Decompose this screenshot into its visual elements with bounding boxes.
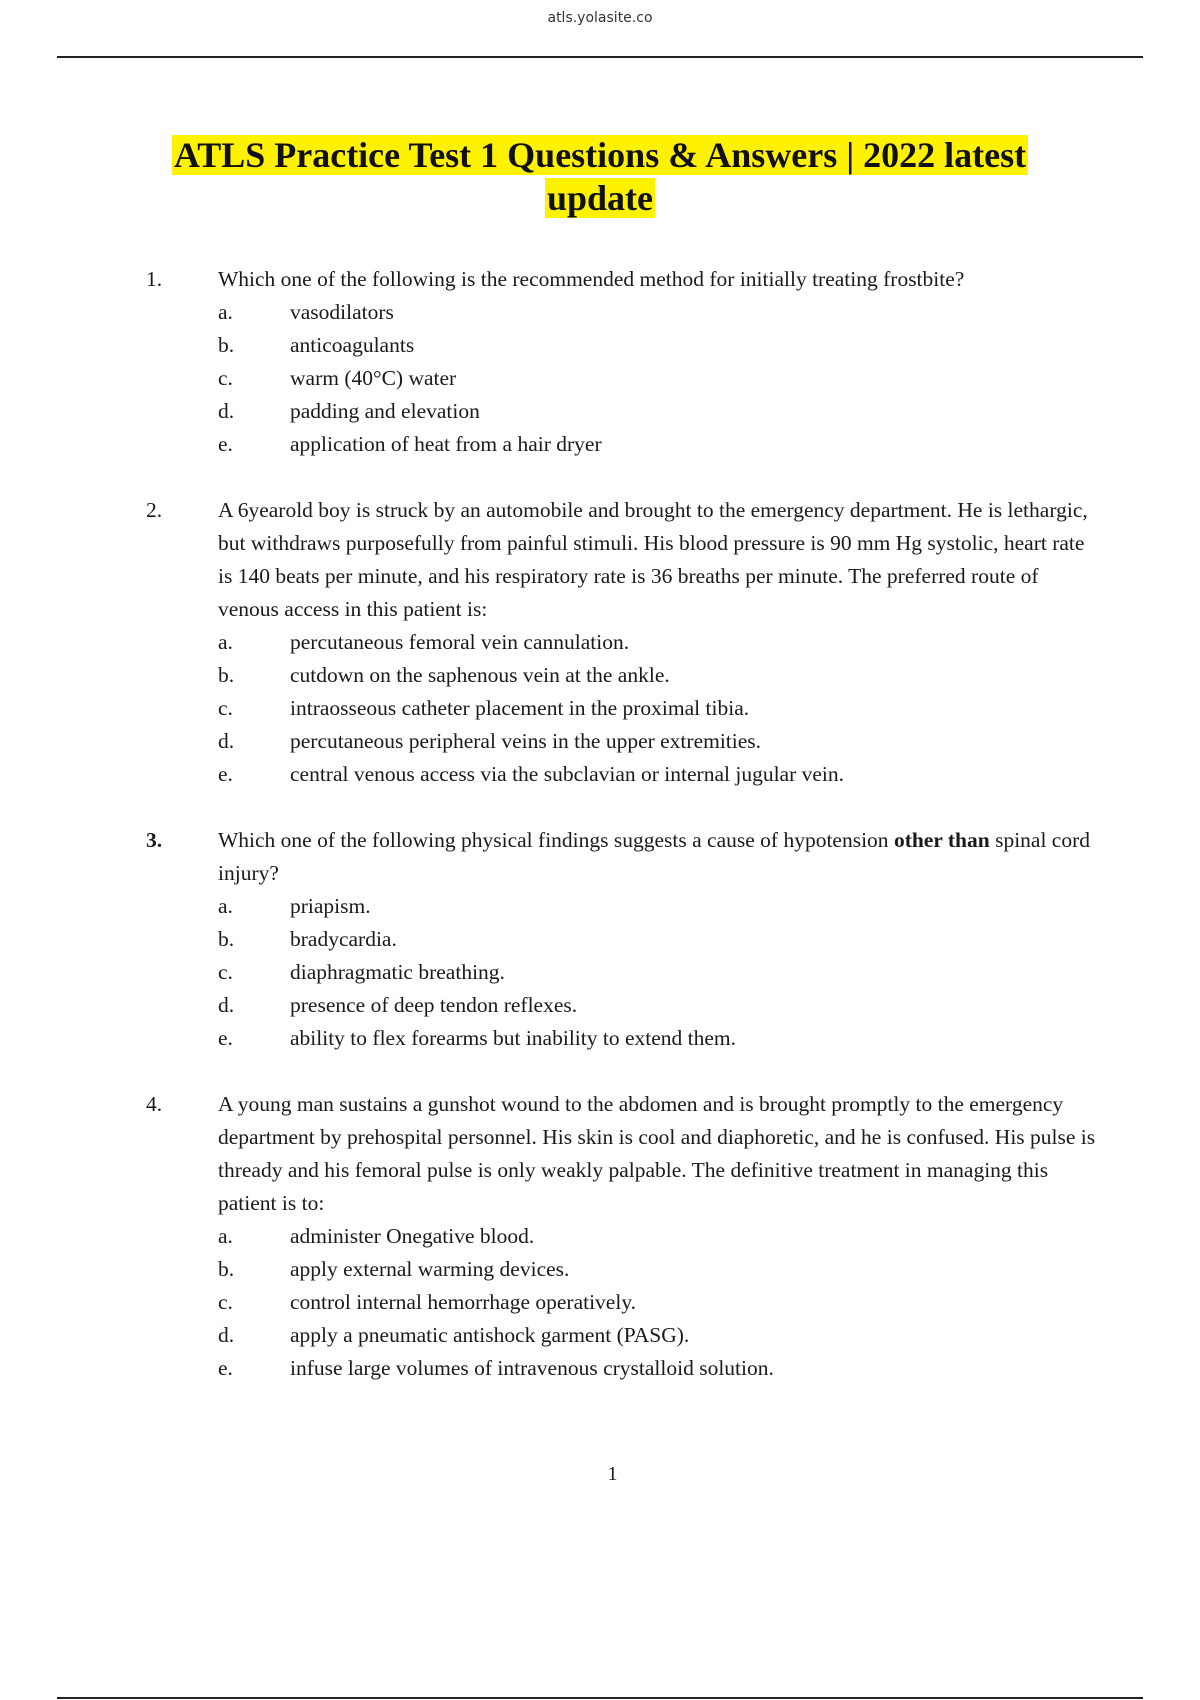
option-text: vasodilators	[290, 300, 394, 324]
question-text: A young man sustains a gunshot wound to the abdomen and is brought promptly to the emergency department by prehospital personnel. His skin is cool and diaphoretic, and he is confused. His pulse is thready and his femoral pulse is only weakly palpable. The definitive treatment in managing this patient is to:	[218, 1092, 1096, 1215]
option-text: central venous access via the subclavian or internal jugular vein.	[290, 762, 845, 786]
question-number: 4.	[146, 1092, 163, 1116]
title-line-1: ATLS Practice Test 1 Questions & Answers | 2022 latest	[173, 135, 1027, 175]
question-number: 1.	[146, 267, 163, 291]
option-letter: d.	[218, 729, 235, 753]
answer-option	[0, 1220, 1200, 1253]
answer-option	[0, 1286, 1200, 1319]
option-text: administer Onegative blood.	[290, 1224, 535, 1248]
answer-option	[0, 923, 1200, 956]
question-text: A 6yearold boy is struck by an automobile and brought to the emergency department. He is lethargic, but withdraws purposefully from painful stimuli. His blood pressure is 90 mm Hg systolic, heart rate is 140 beats per minute, and his respiratory rate is 36 breaths per minute. The preferred route of venous access in this patient is:	[218, 498, 1088, 621]
option-letter: e.	[218, 432, 233, 456]
question-4	[0, 1088, 1200, 1385]
option-text: control internal hemorrhage operatively.	[290, 1290, 637, 1314]
question-text	[218, 824, 1098, 890]
option-text: percutaneous peripheral veins in the upper extremities.	[290, 729, 762, 753]
option-text: presence of deep tendon reflexes.	[290, 993, 578, 1017]
option-text: apply external warming devices.	[290, 1257, 570, 1281]
option-letter: c.	[218, 960, 233, 984]
option-letter: b.	[218, 1257, 235, 1281]
option-text: application of heat from a hair dryer	[290, 432, 602, 456]
option-text: padding and elevation	[290, 399, 480, 423]
answer-option	[0, 890, 1200, 923]
answer-option	[0, 758, 1200, 791]
option-letter: a.	[218, 1224, 233, 1248]
question-text-part: Which one of the following physical findings suggests a cause of hypotension	[218, 828, 894, 852]
title-line-2: update	[546, 178, 654, 218]
answer-option	[0, 626, 1200, 659]
answer-option	[0, 329, 1200, 362]
option-letter: a.	[218, 300, 233, 324]
option-letter: d.	[218, 993, 235, 1017]
option-letter: d.	[218, 399, 235, 423]
option-text: diaphragmatic breathing.	[290, 960, 505, 984]
option-text: priapism.	[290, 894, 371, 918]
site-header-url: atls.yolasite.co	[547, 10, 653, 26]
option-letter: c.	[218, 366, 233, 390]
option-letter: c.	[218, 696, 233, 720]
option-text: warm (40°C) water	[290, 366, 457, 390]
answer-option	[0, 1022, 1200, 1055]
answer-option	[0, 1253, 1200, 1286]
option-text: cutdown on the saphenous vein at the ankle.	[290, 663, 670, 687]
footer-divider	[57, 1697, 1143, 1699]
option-text: percutaneous femoral vein cannulation.	[290, 630, 630, 654]
answer-option	[0, 362, 1200, 395]
answer-option	[0, 692, 1200, 725]
question-number: 3.	[146, 828, 163, 852]
page-number: 1	[607, 1463, 618, 1485]
document-title	[140, 134, 1060, 220]
answer-option	[0, 1319, 1200, 1352]
option-text: ability to flex forearms but inability to extend them.	[290, 1026, 737, 1050]
option-letter: e.	[218, 1026, 233, 1050]
option-letter: a.	[218, 894, 233, 918]
option-letter: a.	[218, 630, 233, 654]
answer-option	[0, 296, 1200, 329]
option-letter: e.	[218, 762, 233, 786]
answer-option	[0, 725, 1200, 758]
question-number: 2.	[146, 498, 163, 522]
option-letter: d.	[218, 1323, 235, 1347]
option-letter: b.	[218, 927, 235, 951]
option-letter: b.	[218, 333, 235, 357]
question-list	[0, 263, 1200, 1418]
option-letter: c.	[218, 1290, 233, 1314]
question-text-emphasis: other than	[893, 828, 990, 852]
answer-option	[0, 1352, 1200, 1385]
answer-option	[0, 659, 1200, 692]
question-text-part: spinal cord injury?	[218, 828, 1091, 885]
question-text: Which one of the following is the recommended method for initially treating frostbite?	[218, 267, 965, 291]
option-letter: e.	[218, 1356, 233, 1380]
option-text: bradycardia.	[290, 927, 397, 951]
option-text: anticoagulants	[290, 333, 415, 357]
option-letter: b.	[218, 663, 235, 687]
question-1	[0, 263, 1200, 461]
question-3	[0, 824, 1200, 1055]
answer-option	[0, 956, 1200, 989]
question-2	[0, 494, 1200, 791]
answer-option	[0, 428, 1200, 461]
header-divider	[57, 56, 1143, 58]
option-text: apply a pneumatic antishock garment (PASG).	[290, 1323, 690, 1347]
option-text: intraosseous catheter placement in the proximal tibia.	[290, 696, 750, 720]
answer-option	[0, 395, 1200, 428]
option-text: infuse large volumes of intravenous crystalloid solution.	[290, 1356, 774, 1380]
answer-option	[0, 989, 1200, 1022]
